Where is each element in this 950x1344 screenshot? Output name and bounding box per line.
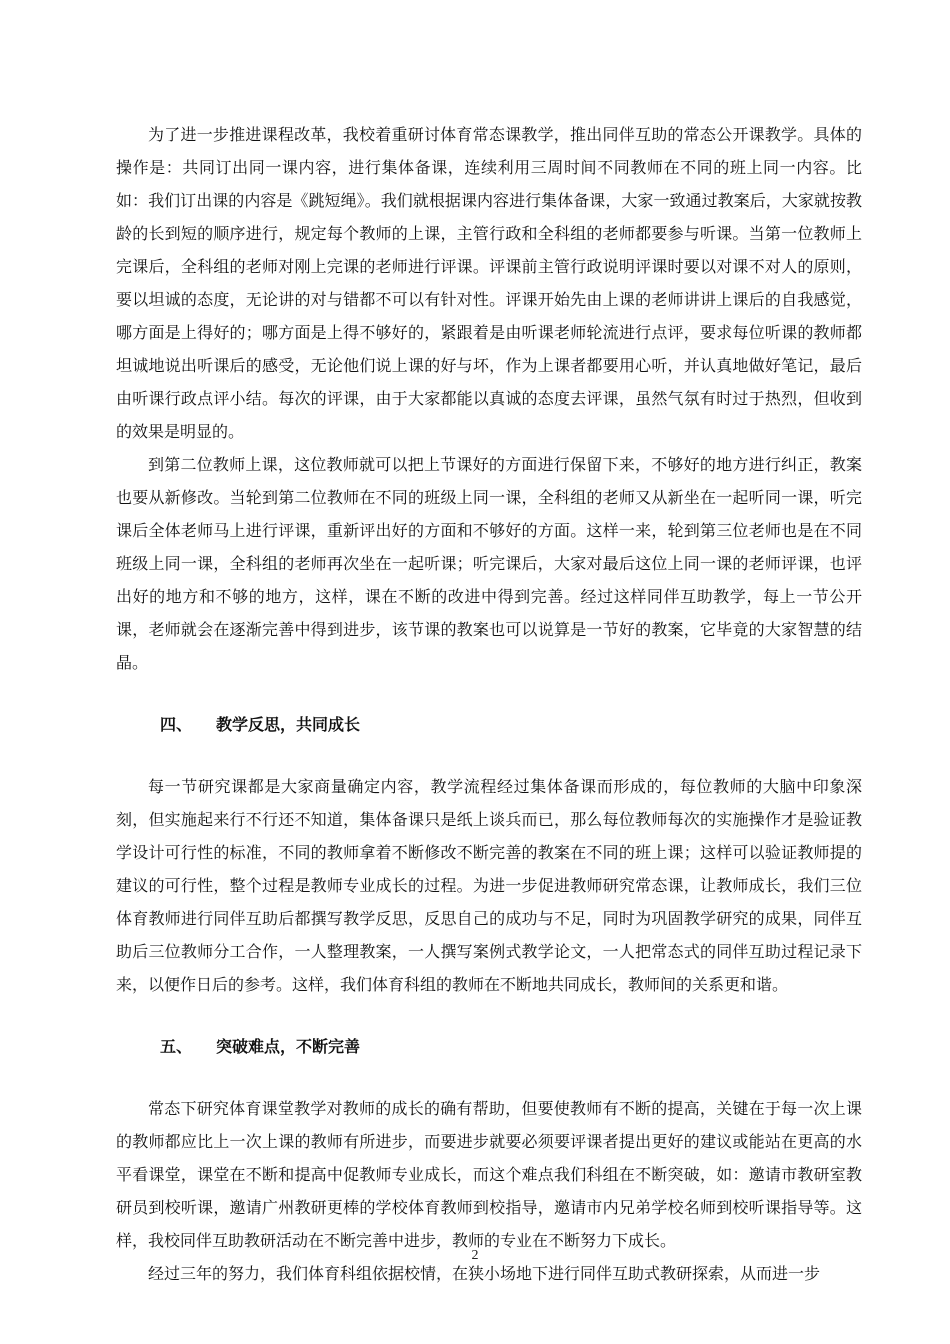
section-4-title: 教学反思，共同成长 xyxy=(216,715,361,734)
page-number: 2 xyxy=(471,1248,479,1263)
section-4-number: 四、 xyxy=(160,715,193,734)
paragraph-1: 为了进一步推进课程改革，我校着重研讨体育常态课教学，推出同伴互助的常态公开课教学。具体的操作是：共同订出同一课内容，进行集体备课，连续利用三周时间不同教师在不同的班上同一内容。比如：我们订出课的内容是《跳短绳》。我们就根据课内容进行集体备课，大家一致通过教案后，大家就按教龄的长到短的顺序进行，规定每个教师的上课，主管行政和全科组的老师都要参与听课。当第一位教师上完课后，全科组的老师对刚上完课的老师进行评课。评课前主管行政说明评课时要以对课不对人的原则，要以坦诚的态度，无论讲的对与错都不可以有针对性。评课开始先由上课的老师讲讲上课后的自我感觉，哪方面是上得好的；哪方面是上得不够好的，紧跟着是由听课老师轮流进行点评，要求每位听课的教师都坦诚地说出听课后的感受，无论他们说上课的好与坏，作为上课者都要用心听，并认真地做好笔记，最后由听课行政点评小结。每次的评课，由于大家都能以真诚的态度去评课，虽然气氛有时过于热烈，但收到的效果是明显的。 xyxy=(116,125,862,441)
document-body xyxy=(116,118,862,1290)
section-5-paragraph-2: 经过三年的努力，我们体育科组依据校情，在狭小场地下进行同伴互助式教研探索，从而进一步 xyxy=(148,1264,821,1283)
section-5-number: 五、 xyxy=(160,1037,193,1056)
section-4-paragraph-1: 每一节研究课都是大家商量确定内容，教学流程经过集体备课而形成的，每位教师的大脑中印象深刻，但实施起来行不行还不知道，集体备课只是纸上谈兵而已，那么每位教师每次的实施操作才是验证教学设计可行性的标准，不同的教师拿着不断修改不断完善的教案在不同的班上课；这样可以验证教师提的建议的可行性，整个过程是教师专业成长的过程。为进一步促进教师研究常态课，让教师成长，我们三位体育教师进行同伴互助后都撰写教学反思，反思自己的成功与不足，同时为巩固教学研究的成果，同伴互助后三位教师分工合作，一人整理教案，一人撰写案例式教学论文，一人把常态式的同伴互助过程记录下来，以便作日后的参考。这样，我们体育科组的教师在不断地共同成长，教师间的关系更和谐。 xyxy=(116,777,862,994)
section-5-title: 突破难点，不断完善 xyxy=(216,1037,361,1056)
section-5-heading xyxy=(116,1030,862,1063)
paragraph-2: 到第二位教师上课，这位教师就可以把上节课好的方面进行保留下来，不够好的地方进行纠正，教案也要从新修改。当轮到第二位教师在不同的班级上同一课，全科组的老师又从新坐在一起听同一课，听完课后全体老师马上进行评课，重新评出好的方面和不够好的方面。这样一来，轮到第三位老师也是在不同班级上同一课，全科组的老师再次坐在一起听课；听完课后，大家对最后这位上同一课的老师评课，也评出好的地方和不够的地方，这样，课在不断的改进中得到完善。经过这样同伴互助教学，每上一节公开课，老师就会在逐渐完善中得到进步，该节课的教案也可以说算是一节好的教案，它毕竟的大家智慧的结晶。 xyxy=(116,455,862,672)
section-4-heading xyxy=(116,708,862,741)
section-5-paragraph-1: 常态下研究体育课堂教学对教师的成长的确有帮助，但要使教师有不断的提高，关键在于每一次上课的教师都应比上一次上课的教师有所进步，而要进步就要必须要评课者提出更好的建议或能站在更高的水平看课堂，课堂在不断和提高中促教师专业成长，而这个难点我们科组在不断突破，如：邀请市教研室教研员到校听课，邀请广州教研更棒的学校体育教师到校指导，邀请市内兄弟学校名师到校听课指导等。这样，我校同伴互助教研活动在不断完善中进步，教师的专业在不断努力下成长。 xyxy=(116,1099,862,1250)
